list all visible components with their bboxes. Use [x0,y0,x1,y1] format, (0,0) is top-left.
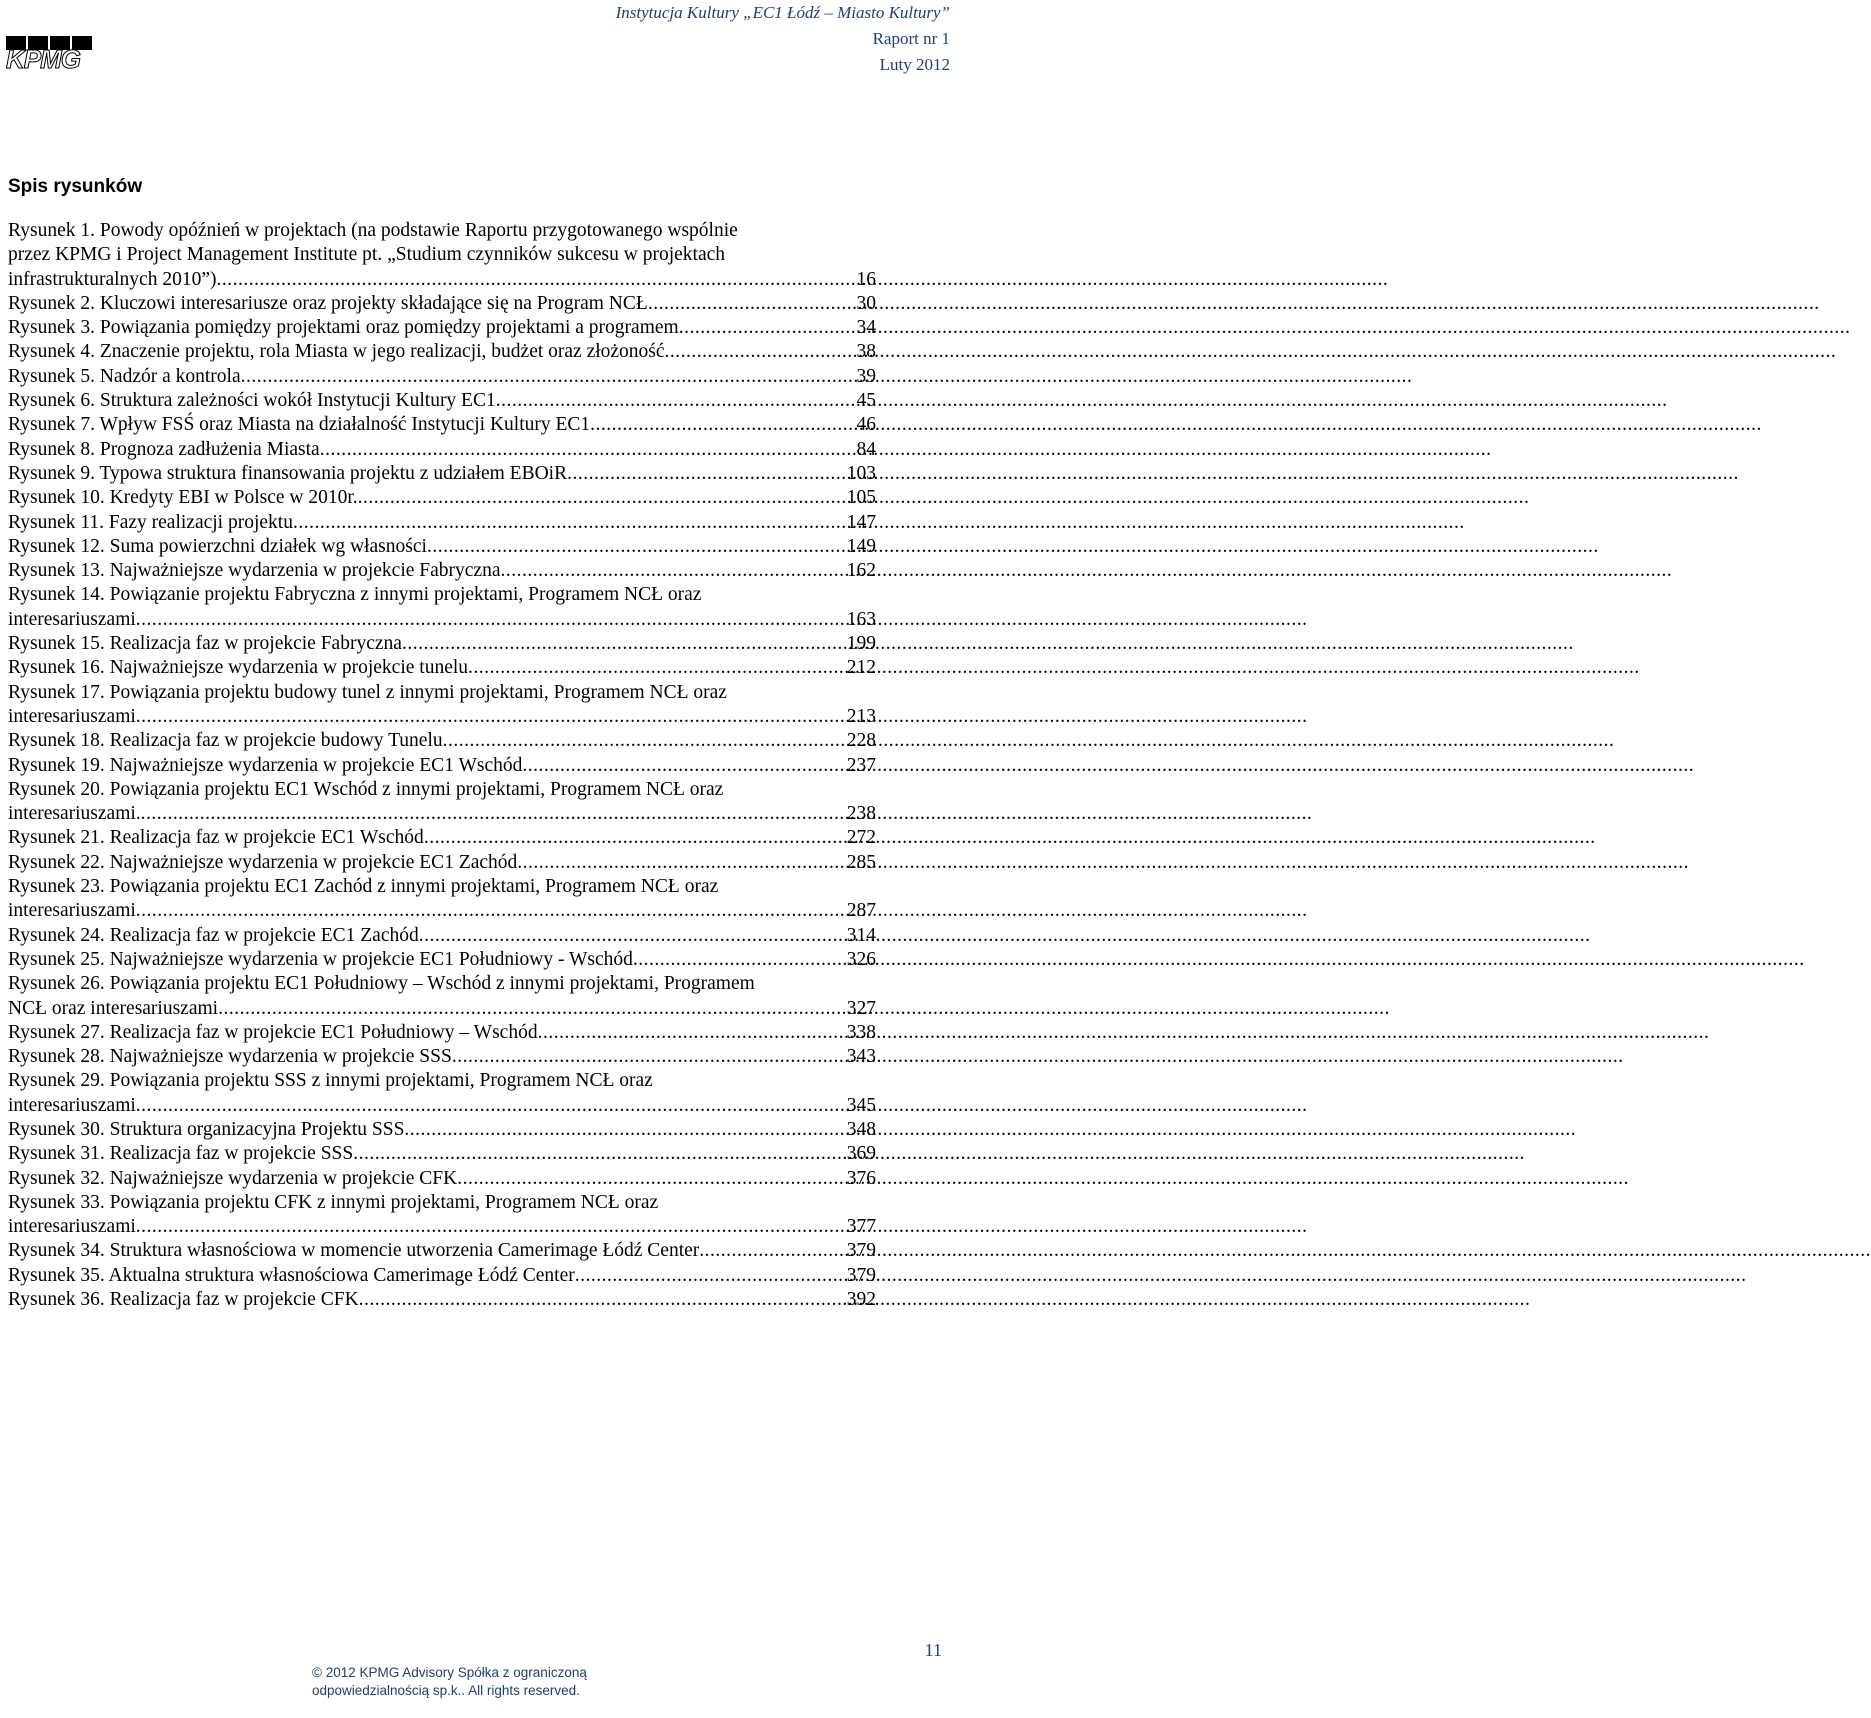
toc-entry[interactable] [8,754,876,778]
toc-entry[interactable] [8,948,876,972]
dot-leader [665,340,855,364]
toc-entry-text: Rysunek 14. Powiązanie projektu Fabryczna z innymi projektami, Programem NCŁ oraz [8,584,702,606]
toc-entry-page: 228 [846,730,876,752]
toc-entry[interactable] [8,656,876,680]
toc-entry[interactable] [8,413,876,437]
toc-entry[interactable] [8,1264,876,1288]
page-footer [0,1640,960,1718]
dot-leader [575,1264,845,1288]
toc-entry-text: interesariuszami [8,1216,136,1238]
toc-entry-page: 287 [846,900,876,922]
toc-entry[interactable] [8,486,876,510]
dot-leader [359,1288,845,1312]
dot-leader [293,511,845,535]
dot-leader [402,632,845,656]
toc-entry[interactable] [8,1288,876,1312]
toc-entry-page: 105 [846,487,876,509]
toc-entry-text: Rysunek 19. Najważniejsze wydarzenia w projekcie EC1 Wschód [8,754,523,776]
dot-leader [648,292,855,316]
toc-entry[interactable] [8,1191,876,1240]
dot-leader [517,851,844,875]
toc-entry-page: 345 [846,1094,876,1116]
toc-entry-page: 343 [846,1046,876,1068]
toc-entry-page: 348 [846,1118,876,1140]
toc-entry[interactable] [8,1069,876,1118]
toc-entry[interactable] [8,535,876,559]
copyright-notice [312,1664,587,1700]
toc-entry[interactable] [8,632,876,656]
toc-entry-page: 149 [846,535,876,557]
dot-leader [590,413,854,437]
toc-entry-page: 379 [846,1264,876,1286]
toc-entry-text: Rysunek 10. Kredyty EBI w Polsce w 2010r. [8,487,358,509]
toc-entry-text: Rysunek 16. Najważniejsze wydarzenia w projekcie tunelu [8,657,469,679]
toc-entry-text: Rysunek 9. Typowa struktura finansowania projektu z udziałem EBOiR [8,462,568,484]
toc-entry-page: 272 [846,827,876,849]
dot-leader [216,268,854,292]
toc-entry[interactable] [8,729,876,753]
toc-entry[interactable] [8,1167,876,1191]
toc-entry-page: 237 [846,754,876,776]
toc-entry[interactable] [8,365,876,389]
toc-entry[interactable] [8,511,876,535]
toc-entry-text: Rysunek 4. Znaczenie projektu, rola Miasta w jego realizacji, budżet oraz złożoność [8,341,665,363]
toc-entry-text: Rysunek 6. Struktura zależności wokół Instytucji Kultury EC1 [8,390,496,412]
toc-entry-text: Rysunek 7. Wpływ FSŚ oraz Miasta na działalność Instytucji Kultury EC1 [8,414,591,436]
toc-entry-page: 45 [856,390,876,412]
toc-entry-text: Rysunek 20. Powiązania projektu EC1 Wschód z innymi projektami, Programem NCŁ oraz [8,778,724,800]
dot-leader [136,899,845,923]
toc-entry-page: 285 [846,851,876,873]
toc-entry-text: Rysunek 2. Kluczowi interesariusze oraz projekty składające się na Program NCŁ [8,292,648,314]
toc-entry-text: Rysunek 26. Powiązania projektu EC1 Południowy – Wschód z innymi projektami, Programem [8,973,755,995]
dot-leader [136,1215,845,1239]
toc-entry[interactable] [8,219,876,292]
toc-entry[interactable] [8,438,876,462]
toc-entry-text: infrastrukturalnych 2010”) [8,268,217,290]
toc-entry[interactable] [8,681,876,730]
toc-entry-text: Rysunek 13. Najważniejsze wydarzenia w projekcie Fabryczna [8,560,501,582]
toc-entry-page: 46 [856,414,876,436]
toc-entry-text: Rysunek 31. Realizacja faz w projekcie SSS [8,1143,354,1165]
toc-entry[interactable] [8,1021,876,1045]
toc-entry-text: Rysunek 22. Najważniejsze wydarzenia w projekcie EC1 Zachód [8,851,518,873]
toc-entry-text: Rysunek 12. Suma powierzchni działek wg własności [8,535,427,557]
list-of-figures [8,219,876,1312]
toc-entry-text: interesariuszami [8,1094,136,1116]
toc-entry[interactable] [8,875,876,924]
toc-entry[interactable] [8,316,876,340]
toc-entry[interactable] [8,559,876,583]
dot-leader [538,1021,845,1045]
dot-leader [404,1118,844,1142]
toc-entry-page: 379 [846,1240,876,1262]
toc-entry-page: 84 [856,438,876,460]
dot-leader [136,1094,845,1118]
toc-entry-page: 162 [846,560,876,582]
header-organization: Instytucja Kultury „EC1 Łódź – Miasto Kultury” [615,3,950,22]
toc-entry-page: 314 [846,924,876,946]
dot-leader [136,608,845,632]
dot-leader [358,486,845,510]
toc-entry[interactable] [8,851,876,875]
toc-entry-text: Rysunek 28. Najważniejsze wydarzenia w projekcie SSS [8,1046,452,1068]
toc-entry[interactable] [8,1239,876,1263]
toc-entry-page: 213 [846,705,876,727]
toc-entry-page: 376 [846,1167,876,1189]
toc-entry-text: Rysunek 36. Realizacja faz w projekcie CFK [8,1289,359,1311]
dot-leader [424,826,845,850]
toc-entry[interactable] [8,292,876,316]
toc-entry-page: 327 [846,997,876,1019]
dot-leader [468,656,845,680]
kpmg-logo [6,36,92,74]
dot-leader [633,948,845,972]
toc-entry-text: Rysunek 11. Fazy realizacji projektu [8,511,293,533]
page-header [616,0,950,78]
toc-entry-page: 34 [856,317,876,339]
dot-leader [443,729,845,753]
toc-entry-text: Rysunek 18. Realizacja faz w projekcie budowy Tunelu [8,730,443,752]
dot-leader [699,1239,844,1263]
toc-entry[interactable] [8,1118,876,1142]
toc-entry[interactable] [8,340,876,364]
toc-entry-page: 39 [856,365,876,387]
toc-entry-page: 38 [856,341,876,363]
toc-entry-text: Rysunek 8. Prognoza zadłużenia Miasta [8,438,320,460]
toc-entry-page: 163 [846,608,876,630]
dot-leader [567,462,845,486]
toc-entry-text: Rysunek 25. Najważniejsze wydarzenia w projekcie EC1 Południowy - Wschód [8,948,633,970]
toc-entry-text: Rysunek 30. Struktura organizacyjna Projektu SSS [8,1118,405,1140]
toc-entry[interactable] [8,389,876,413]
toc-entry-text: interesariuszami. [8,803,141,825]
copyright-line-2: odpowiedzialnością sp.k.. All rights reserved. [312,1683,580,1698]
toc-entry-page: 326 [846,948,876,970]
toc-entry[interactable] [8,972,876,1021]
logo-wordmark: KPMG [6,44,80,74]
toc-entry-page: 338 [846,1021,876,1043]
toc-entry-page: 16 [856,268,876,290]
dot-leader [241,365,855,389]
dot-leader [457,1167,845,1191]
toc-entry-text: Rysunek 1. Powody opóźnień w projektach (na podstawie Raportu przygotowanego wspólnie [8,220,738,241]
toc-entry-text: interesariuszami [8,900,136,922]
toc-entry-text: Rysunek 3. Powiązania pomiędzy projektami oraz pomiędzy projektami a programem [8,317,679,339]
dot-leader [427,535,845,559]
toc-entry-text: NCŁ oraz interesariuszami [8,997,219,1019]
dot-leader [496,389,855,413]
dot-leader [141,802,845,826]
toc-entry-page: 392 [846,1289,876,1311]
copyright-line-1: © 2012 KPMG Advisory Spółka z ograniczoną [312,1665,587,1680]
toc-entry-page: 212 [846,657,876,679]
toc-entry-page: 147 [846,511,876,533]
dot-leader [679,316,855,340]
toc-entry-text: Rysunek 23. Powiązania projektu EC1 Zachód z innymi projektami, Programem NCŁ oraz [8,876,719,898]
header-date: Luty 2012 [879,55,950,74]
toc-entry[interactable] [8,924,876,948]
dot-leader [136,705,845,729]
toc-entry-text: Rysunek 24. Realizacja faz w projekcie EC1 Zachód [8,924,419,946]
dot-leader [320,438,855,462]
toc-entry-page: 103 [846,462,876,484]
page-number: 11 [924,1640,942,1660]
toc-entry-page: 238 [846,803,876,825]
toc-entry-text: Rysunek 32. Najważniejsze wydarzenia w projekcie CFK [8,1167,458,1189]
dot-leader [419,924,845,948]
toc-entry-page: 30 [856,292,876,314]
toc-entry-text: Rysunek 29. Powiązania projektu SSS z innymi projektami, Programem NCŁ oraz [8,1070,653,1092]
toc-entry-text: Rysunek 35. Aktualna struktura własnościowa Camerimage Łódź Center [8,1264,575,1286]
dot-leader [353,1142,845,1166]
toc-entry-page: 199 [846,633,876,655]
toc-entry-text: Rysunek 27. Realizacja faz w projekcie EC1 Południowy – Wschód [8,1021,538,1043]
dot-leader [522,754,844,778]
toc-entry[interactable] [8,826,876,850]
toc-entry-text: Rysunek 33. Powiązania projektu CFK z innymi projektami, Programem NCŁ oraz [8,1191,659,1213]
dot-leader [452,1045,845,1069]
dot-leader [500,559,844,583]
toc-entry-text: przez KPMG i Project Management Institute pt. „Studium czynników sukcesu w projektach [8,244,726,266]
toc-entry-text: Rysunek 5. Nadzór a kontrola [8,365,241,387]
toc-entry[interactable] [8,1045,876,1069]
toc-entry-text: Rysunek 17. Powiązania projektu budowy tunel z innymi projektami, Programem NCŁ oraz [8,681,727,703]
toc-entry[interactable] [8,778,876,827]
toc-entry-text: interesariuszami [8,608,136,630]
toc-entry[interactable] [8,462,876,486]
toc-title: Spis rysunków [8,176,143,197]
header-report: Raport nr 1 [872,29,950,48]
toc-entry[interactable] [8,583,876,632]
toc-entry-text: Rysunek 34. Struktura własnościowa w momencie utworzenia Camerimage Łódź Center [8,1240,700,1262]
toc-entry-page: 377 [846,1216,876,1238]
toc-entry[interactable] [8,1142,876,1166]
dot-leader [218,997,845,1021]
toc-entry-page: 369 [846,1143,876,1165]
toc-entry-text: Rysunek 15. Realizacja faz w projekcie Fabryczna [8,633,402,655]
toc-entry-text: Rysunek 21. Realizacja faz w projekcie EC1 Wschód [8,827,424,849]
toc-entry-text: interesariuszami [8,705,136,727]
